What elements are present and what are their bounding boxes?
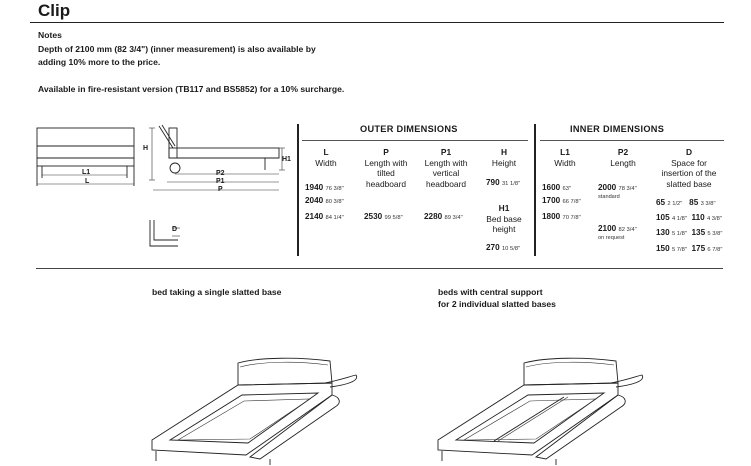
col-desc-l1: Width <box>554 157 576 168</box>
col-code-p2: P2 <box>617 147 629 157</box>
p2-value-1: 2000 78 3/4" <box>598 183 637 192</box>
col-desc-p2: Length <box>610 157 636 168</box>
l-value-2: 2040 80 3/8" <box>305 196 344 205</box>
dim-label-l: L <box>85 178 90 185</box>
table-separator-middle <box>534 124 536 256</box>
dim-label-p1: P1 <box>216 178 225 185</box>
dim-label-l1: L1 <box>82 169 91 176</box>
d-value-row-2: 105 4 1/8" 110 4 3/8" <box>656 213 722 222</box>
dim-label-h1: H1 <box>282 156 291 163</box>
d-value-row-3: 130 5 1/8" 135 5 3/8" <box>656 228 723 237</box>
col-head-l <box>302 147 350 168</box>
l1-value-2: 1700 66 7/8" <box>542 196 581 205</box>
l1-value-3: 1800 70 7/8" <box>542 212 581 221</box>
l-value-3: 2140 84 1/4" <box>305 212 344 221</box>
col-desc-l: Width <box>315 157 337 168</box>
col-desc-h: Height <box>491 157 517 168</box>
h1-value: 270 10 5/8" <box>486 243 521 252</box>
notes-line-3: Available in fire-resistant version (TB117 and BS5852) for a 10% surcharge. <box>38 83 345 94</box>
col-head-p2 <box>596 147 650 168</box>
page-title: Clip <box>38 1 71 20</box>
col-head-p1 <box>418 147 474 189</box>
d-value-row-4: 150 5 7/8" 175 6 7/8" <box>656 244 723 253</box>
p-value: 2530 99 5/8" <box>364 212 403 221</box>
dim-label-p: P <box>218 186 223 193</box>
col-desc-d: Space for insertion of the slatted base <box>661 157 717 189</box>
col-code-l1: L1 <box>560 147 570 157</box>
p1-value: 2280 89 3/4" <box>424 212 463 221</box>
h-value: 790 31 1/8" <box>486 178 521 187</box>
col-desc-p1: Length with vertical headboard <box>424 157 468 189</box>
bed-central-support-illustration <box>436 355 656 466</box>
notes-block <box>38 29 344 96</box>
col-code-l: L <box>323 147 329 157</box>
l1-value-1: 1600 63" <box>542 183 572 192</box>
col-code-p: P <box>383 147 389 157</box>
l-value-1: 1940 76 3/8" <box>305 183 344 192</box>
detail-d-diagram <box>148 218 188 252</box>
col-code-d: D <box>685 147 693 157</box>
col-head-l1 <box>540 147 590 168</box>
col-desc-p: Length with tilted headboard <box>364 157 408 189</box>
inner-dimensions-title: INNER DIMENSIONS <box>570 124 665 134</box>
p2-note-2: on request <box>598 235 625 241</box>
table-separator-left <box>297 124 299 256</box>
single-base-label: bed taking a single slatted base <box>152 287 282 297</box>
title-divider <box>30 22 724 23</box>
col-head-p <box>358 147 414 189</box>
col-code-p1: P1 <box>440 147 452 157</box>
inner-dimensions-rule <box>540 140 724 141</box>
col-head-h1 <box>480 203 528 235</box>
d-value-row-1: 65 2 1/2" 85 3 3/8" <box>656 198 716 207</box>
central-support-label-2: for 2 individual slatted bases <box>438 299 556 309</box>
notes-heading: Notes <box>38 30 62 40</box>
notes-line-1: Depth of 2100 mm (82 3/4") (inner measurement) is also available by <box>38 43 316 54</box>
col-code-h: H <box>500 147 508 157</box>
notes-line-2: adding 10% more to the price. <box>38 57 161 67</box>
dim-label-d: D <box>172 226 178 233</box>
p2-value-2: 2100 82 3/4" <box>598 224 637 233</box>
col-code-h1: H1 <box>498 203 510 213</box>
col-head-h <box>480 147 528 168</box>
section-divider <box>36 268 723 269</box>
p2-note-1: standard <box>598 194 620 200</box>
central-support-label-1: beds with central support <box>438 287 543 297</box>
outer-dimensions-rule <box>302 140 528 141</box>
outer-dimensions-title: OUTER DIMENSIONS <box>360 124 458 134</box>
col-head-d <box>656 147 722 189</box>
col-desc-h1: Bed base height <box>486 213 522 234</box>
dim-label-h: H <box>143 145 149 152</box>
bed-single-base-illustration <box>150 355 370 466</box>
dim-label-p2: P2 <box>216 170 225 177</box>
